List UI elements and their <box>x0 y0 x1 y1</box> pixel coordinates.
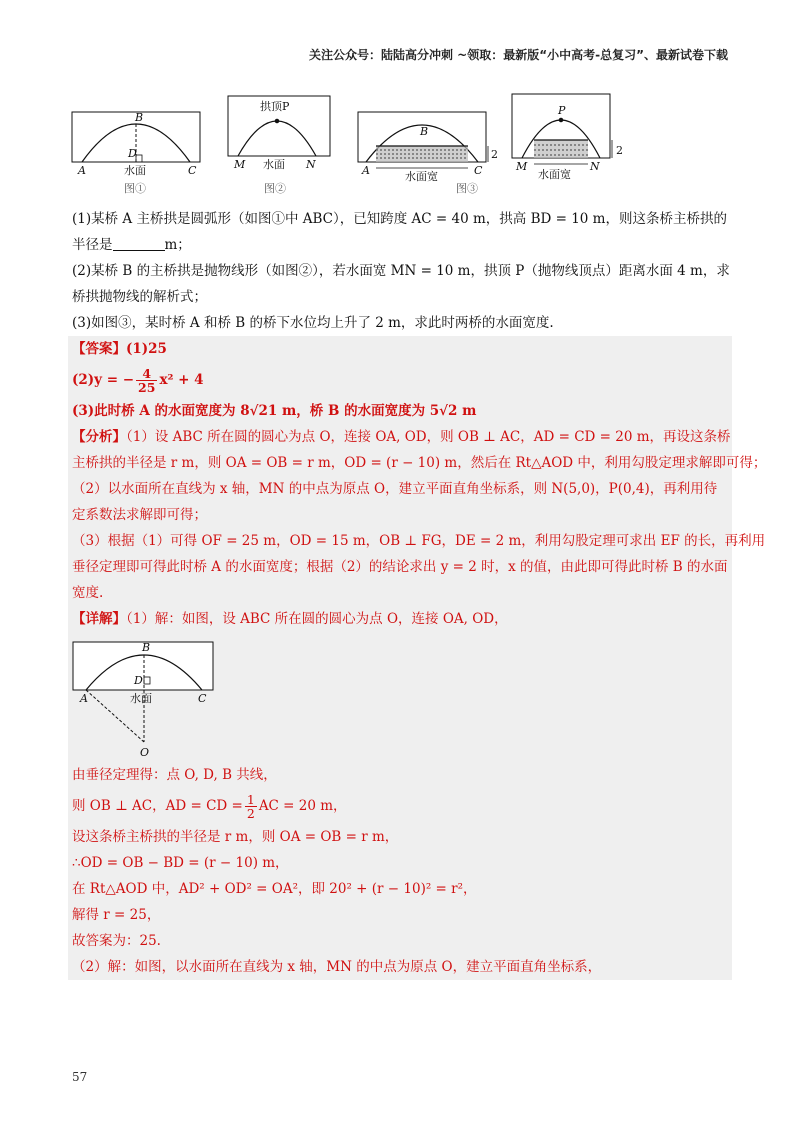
detail-step-3: 设这条桥主桥拱的半径是 r m，则 OA = OB = r m， <box>72 829 399 845</box>
detail-figure <box>72 636 216 760</box>
detail-figure-svg <box>72 636 216 760</box>
question-2-line-1: (2)某桥 B 的主桥拱是抛物线形（如图②），若水面宽 MN = 10 m，拱顶 P（抛物线顶点）距离水面 4 m，求 <box>72 263 730 279</box>
answer-tag: 【答案】 <box>72 341 126 357</box>
fig4-label-h: 2 <box>616 144 623 157</box>
question-3: (3)如图③，某时桥 A 和桥 B 的桥下水位均上升了 2 m，求此时两桥的水面宽度. <box>72 315 554 331</box>
fig2-label-n: N <box>306 158 316 171</box>
detail-step-2 <box>72 788 732 824</box>
analysis-line-5: （3）根据（1）可得 OF = 25 m，OD = 15 m，OB ⊥ FG，DE = 2 m，利用勾股定理可求出 EF 的长，再利用 <box>72 533 766 549</box>
figures-svg <box>60 92 700 200</box>
figure-4 <box>512 94 623 181</box>
detail-step-5: 在 Rt△AOD 中，AD² + OD² = OA²，即 20² + (r − 10)² = r²， <box>72 881 477 897</box>
detail-step-7: 故答案为：25. <box>72 933 161 949</box>
fig4-label-m: M <box>516 160 528 173</box>
fig3-label-b: B <box>420 125 429 138</box>
detail-step-2-fraction <box>245 793 257 820</box>
analysis-line-7: 宽度. <box>72 585 104 601</box>
answer-section <box>72 336 732 362</box>
fig1-caption: 图① <box>124 182 146 195</box>
answer-1: (1)25 <box>126 341 167 357</box>
fig3-label-a: A <box>362 164 370 177</box>
detail-step-8: （2）解：如图，以水面所在直线为 x 轴，MN 的中点为原点 O，建立平面直角坐标系， <box>72 959 602 975</box>
answer-2-denominator: 25 <box>138 380 156 395</box>
analysis-text-1: （1）设 ABC 所在圆的圆心为点 O，连接 OA, OD，则 OB ⊥ AC，AD = CD = 20 m，再设这条桥 <box>126 429 731 445</box>
detail-step-4: ∴OD = OB − BD = (r − 10) m， <box>72 855 289 871</box>
fig2-label-p: 拱顶P <box>260 100 290 113</box>
detail-tag: 【详解】 <box>72 611 126 627</box>
figure-3 <box>358 112 498 195</box>
detail-step-2-suffix: AC = 20 m， <box>258 798 347 814</box>
fig4-label-p: P <box>558 104 566 117</box>
document-body <box>72 206 767 980</box>
question-1-blank-prefix: 半径是 <box>72 237 113 253</box>
fig4-label-water: 水面宽 <box>538 168 571 181</box>
detail-label-o: O <box>140 746 150 759</box>
fig4-label-n: N <box>590 160 600 173</box>
detail-label-a: A <box>80 692 88 705</box>
detail-intro <box>72 606 732 632</box>
detail-step-2-numerator: 1 <box>246 792 255 807</box>
analysis-tag: 【分析】 <box>72 429 126 445</box>
fig3-caption: 图③ <box>456 182 478 195</box>
detail-intro-text: （1）解：如图，设 ABC 所在圆的圆心为点 O，连接 OA, OD， <box>126 611 508 627</box>
answer-2-numerator: 4 <box>136 367 157 381</box>
fig2-label-water: 水面 <box>263 158 285 171</box>
solution-block <box>68 336 767 980</box>
question-1-line-1: (1)某桥 A 主桥拱是圆弧形（如图①中 ABC），已知跨度 AC = 40 m，拱高 BD = 10 m，则这条桥主桥拱的 <box>72 211 727 227</box>
problem-figures <box>60 92 700 200</box>
page-number: 57 <box>72 1070 88 1084</box>
answer-blank <box>113 236 165 251</box>
fig2-caption: 图② <box>264 182 286 195</box>
page-header: 关注公众号：陆陆高分冲刺 ~领取：最新版“小中高考-总复习”、最新试卷下载 <box>309 48 728 62</box>
detail-step-2-denominator: 2 <box>246 806 255 821</box>
answer-2-fraction <box>136 367 157 394</box>
detail-step-1: 由垂径定理得：点 O, D, B 共线， <box>72 767 277 783</box>
fig1-label-a: A <box>78 164 86 177</box>
analysis-line-1 <box>72 424 732 450</box>
question-2-line-2: 桥拱抛物线的解析式； <box>72 289 207 305</box>
analysis-line-4: 定系数法求解即可得； <box>72 507 207 523</box>
fig3-label-c: C <box>474 164 483 177</box>
answer-2 <box>72 362 732 398</box>
detail-label-c: C <box>198 692 207 705</box>
analysis-line-3: （2）以水面所在直线为 x 轴，MN 的中点为原点 O，建立平面直角坐标系，则 N(5,0)，P(0,4)，再利用待 <box>72 481 718 497</box>
answer-3: (3)此时桥 A 的水面宽度为 8√21 m，桥 B 的水面宽度为 5√2 m <box>72 403 477 419</box>
fig1-label-b: B <box>135 111 144 124</box>
fig1-label-water: 水面 <box>124 164 146 177</box>
question-1-blank-suffix: m； <box>164 237 191 253</box>
question-1-line-2 <box>72 232 728 258</box>
detail-label-b: B <box>142 641 151 654</box>
fig2-label-m: M <box>234 158 246 171</box>
detail-step-2-prefix: 则 OB ⊥ AC，AD = CD = <box>72 798 243 814</box>
figure-1 <box>72 111 200 195</box>
answer-2-suffix: x² + 4 <box>159 372 204 388</box>
analysis-line-2: 主桥拱的半径是 r m，则 OA = OB = r m，OD = (r − 10) m，然后在 Rt△AOD 中，利用勾股定理求解即可得； <box>72 455 767 471</box>
fig1-label-d: D <box>128 147 137 160</box>
analysis-line-6: 垂径定理即可得此时桥 A 的水面宽度；根据（2）的结论求出 y = 2 时，x 的值，由此即可得此时桥 B 的水面 <box>72 559 728 575</box>
fig3-label-h: 2 <box>491 148 498 161</box>
answer-2-prefix: (2)y = − <box>72 372 135 388</box>
detail-label-d: D <box>134 674 143 687</box>
figure-2 <box>228 96 330 195</box>
fig1-label-c: C <box>188 164 197 177</box>
fig3-label-water: 水面宽 <box>405 170 438 183</box>
detail-label-water: 水面 <box>130 692 152 705</box>
detail-step-6: 解得 r = 25， <box>72 907 161 923</box>
